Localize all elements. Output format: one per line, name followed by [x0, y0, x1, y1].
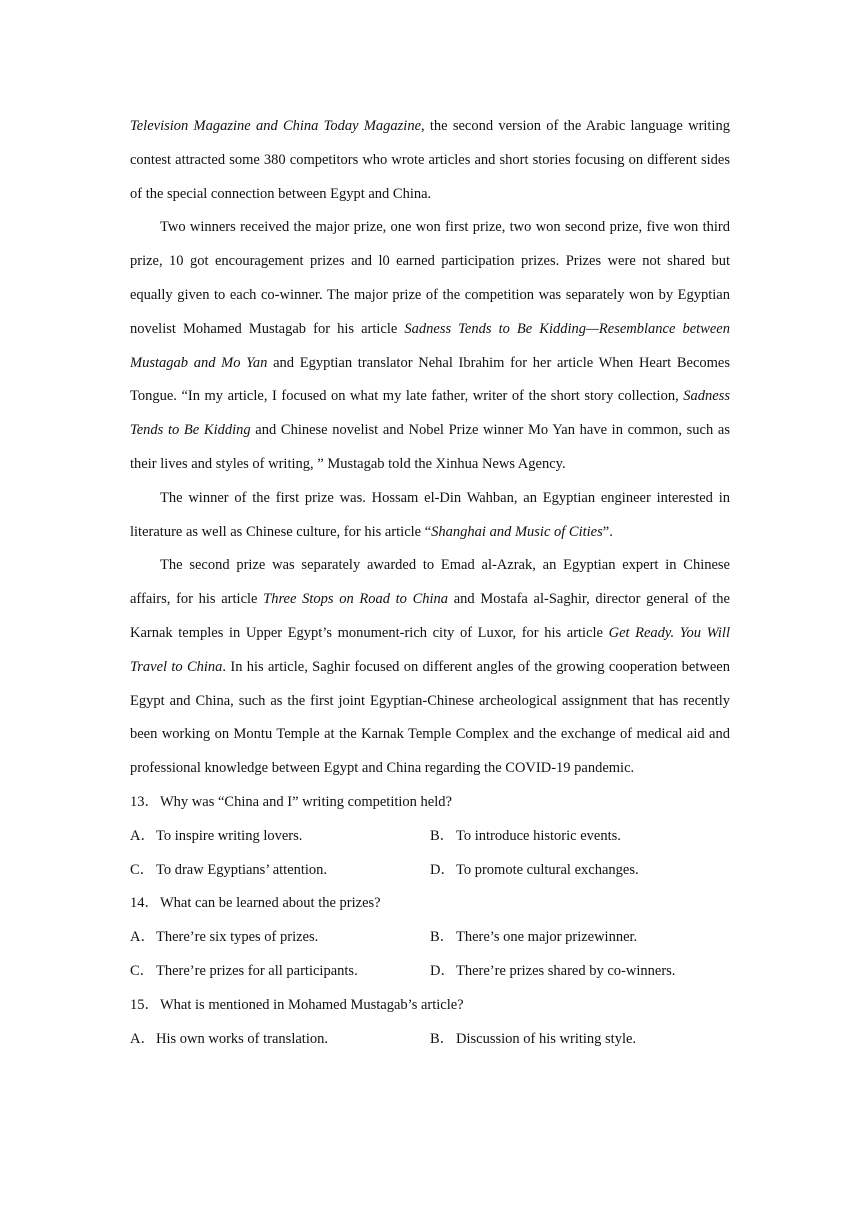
text-run: Two winners received the major prize, one won first prize, two won second prize, five won third prize, 10 got encouragement prizes and l0 earned participation prizes. Prizes were not shared but equally given to each co-winner. The major prize of the competition was separately won by Egyptian novelist Mohamed Mustagab for his article	[130, 219, 730, 337]
text-run: ”.	[602, 523, 613, 540]
passage-paragraph	[130, 110, 730, 211]
option-row	[130, 820, 730, 854]
answer-option[interactable]	[130, 955, 430, 989]
answer-option[interactable]	[430, 955, 730, 989]
option-label: A．	[130, 1030, 155, 1047]
option-label: A．	[130, 827, 155, 844]
option-row	[130, 1023, 730, 1057]
text-run: and Mostafa al-Saghir, director general of the Karnak temples in Upper Egypt’s monument-rich city of Luxor, for his article	[130, 591, 730, 641]
passage-paragraph	[130, 482, 730, 550]
text-run: The second prize was separately awarded to Emad al-Azrak, an Egyptian expert in Chinese affairs, for his article	[130, 557, 730, 608]
answer-option[interactable]	[430, 921, 730, 955]
answer-option[interactable]	[130, 1023, 430, 1057]
italic-title: Three Stops on Road to China	[263, 591, 449, 608]
option-text: There’re six types of prizes.	[156, 929, 319, 946]
question-number: 13．	[130, 793, 159, 810]
text-run: The winner of the first prize was. Hossam el-Din Wahban, an Egyptian engineer interested in literature as well as Chinese culture, for his article “	[130, 489, 730, 540]
italic-title: Sadness Tends to Be Kidding—Resemblance between Mustagab and Mo Yan	[130, 320, 730, 371]
answer-option[interactable]	[130, 921, 430, 955]
document-page	[130, 110, 730, 1056]
text-run: and Egyptian translator Nehal Ibrahim for her article When Heart Becomes Tongue. “In my article, I focused on what my late father, writer of the short story collection,	[130, 354, 730, 405]
italic-title: Sadness Tends to Be Kidding	[130, 388, 730, 439]
question-text: Why was “China and I” writing competition held?	[160, 793, 452, 810]
question-stem	[130, 989, 730, 1023]
option-label: B．	[430, 929, 455, 946]
question-number: 15．	[130, 996, 159, 1013]
text-run: and Chinese novelist and Nobel Prize winner Mo Yan have in common, such as their lives and styles of writing, ” Mustagab told the Xinhua News Agency.	[130, 422, 730, 472]
text-run: . In his article, Saghir focused on different angles of the growing cooperation between Egypt and China, such as the first joint Egyptian-Chinese archeological assignment that has recently been working on Montu Temple at the Karnak Temple Complex and the exchange of medical aid and professional knowledge between Egypt and China regarding the COVID-19 pandemic.	[130, 658, 730, 777]
option-text: To inspire writing lovers.	[156, 827, 303, 844]
option-text: To draw Egyptians’ attention.	[156, 861, 328, 878]
option-text: There’re prizes for all participants.	[156, 962, 358, 979]
option-label: D．	[430, 962, 455, 979]
question-stem	[130, 786, 730, 820]
option-label: B．	[430, 1030, 455, 1047]
passage-paragraph	[130, 211, 730, 481]
passage-paragraph	[130, 549, 730, 786]
option-text: There’s one major prizewinner.	[456, 929, 638, 946]
italic-title: Get Ready. You Will Travel to China	[130, 624, 730, 675]
question-number: 14．	[130, 895, 159, 912]
option-text: There’re prizes shared by co-winners.	[456, 962, 676, 979]
question-text: What can be learned about the prizes?	[160, 895, 381, 912]
option-text: To introduce historic events.	[456, 827, 621, 844]
option-label: C．	[130, 962, 155, 979]
option-label: C．	[130, 861, 155, 878]
answer-option[interactable]	[430, 854, 730, 888]
reading-passage	[130, 110, 730, 786]
option-text: His own works of translation.	[156, 1030, 328, 1047]
question-list	[130, 786, 730, 1056]
option-row	[130, 921, 730, 955]
text-run: , the second version of the Arabic language writing contest attracted some 380 competitors who wrote articles and short stories focusing on different sides of the special connection between Egypt and China.	[130, 118, 730, 202]
option-label: B．	[430, 827, 455, 844]
question-text: What is mentioned in Mohamed Mustagab’s article?	[160, 996, 464, 1013]
answer-option[interactable]	[130, 820, 430, 854]
option-text: To promote cultural exchanges.	[456, 861, 639, 878]
answer-option[interactable]	[130, 854, 430, 888]
italic-title: Shanghai and Music of Cities	[431, 523, 603, 540]
option-row	[130, 854, 730, 888]
option-label: D．	[430, 861, 455, 878]
answer-option[interactable]	[430, 1023, 730, 1057]
option-text: Discussion of his writing style.	[456, 1030, 637, 1047]
answer-option[interactable]	[430, 820, 730, 854]
italic-title: Television Magazine and China Today Magazine	[130, 118, 422, 134]
option-label: A．	[130, 929, 155, 946]
option-row	[130, 955, 730, 989]
question-stem	[130, 887, 730, 921]
